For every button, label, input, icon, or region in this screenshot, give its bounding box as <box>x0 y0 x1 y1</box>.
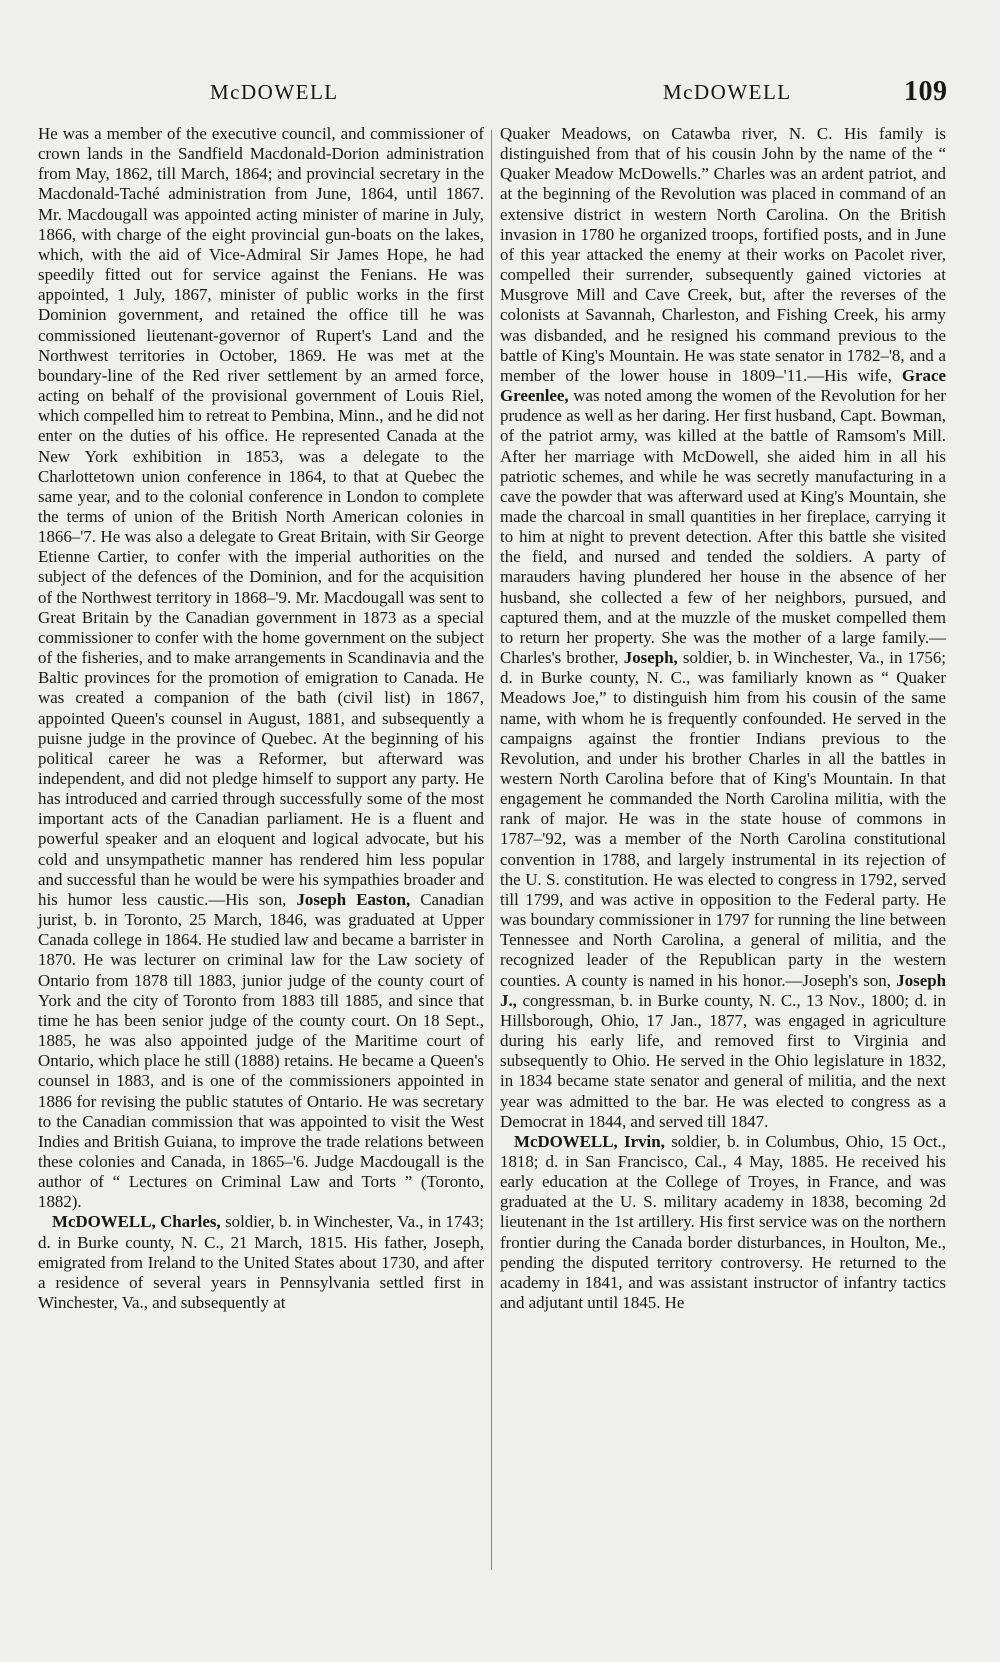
mcdowell-charles-continued <box>500 124 946 1132</box>
entry-headword-irvin: McDOWELL, Irvin, <box>514 1131 665 1151</box>
mcdowell-charles-entry <box>38 1212 484 1313</box>
mcdowell-irvin-entry <box>500 1132 946 1313</box>
body-text: Quaker Meadows, on Catawba river, N. C. His family is distinguished from that of his cousin John by the name of the “ Quaker Meadow McDowells.” Charles was an ardent patriot, and at the beginning of the Revolution was placed in command of an extensive district in western North Carolina. On the British invasion in 1780 he organized troops, fortified posts, and in June of this year attacked the enemy at their works on Pacolet river, compelled their surrender, subsequently gained victories at Musgrove Mill and Cave Creek, but, after the reverses of the colonists at Savannah, Charleston, and Fishing Creek, his army was disbanded, and he resigned his command previous to the battle of King's Mountain. He was state senator in 1782–'8, and a member of the lower house in 1809–'11.—His wife, <box>500 124 946 385</box>
body-text: was noted among the women of the Revolution for her prudence as well as her daring. Her first husband, Capt. Bowman, of the patriot army, was killed at the battle of Ramsom's Mill. After her marriage with McDowell, she aided him in all his patriotic schemes, and while he was secretly manufacturing in a cave the powder that was afterward used at King's Mountain, she made the charcoal in small quantities in her fireplace, carrying it to him at night to prevent detection. After this battle she visited the field, and nursed and tended the soldiers. A party of marauders having plundered her house in the absence of her husband, she collected a few of her neighbors, pursued, and captured them, and at the muzzle of the musket compelled them to return her property. She was the mother of a large family.—Charles's brother, <box>500 386 946 668</box>
entry-name-grace-greenlee: Grace Greenlee, <box>500 365 946 406</box>
column-divider <box>491 130 492 1570</box>
body-text: soldier, b. in Winchester, Va., in 1756; d. in Burke county, N. C., was familiarly known as “ Quaker Meadows Joe,” to distinguish him from his cousin of the same name, with whom he is frequently confounded. He served in the campaigns against the frontier Indians previous to the Revolution, and under his brother Charles in all the battles in western North Carolina before that of King's Mountain. In that engagement he commanded the North Carolina militia, with the rank of major. He was in the state house of commons in 1787–'92, was a member of the North Carolina constitutional convention in 1788, and largely instrumental in its rejection of the U. S. constitution. He was elected to congress in 1792, served till 1799, and was active in opposition to the Federal party. He was boundary commissioner in 1797 for running the line between Tennessee and North Carolina, a general of militia, and the recognized leader of the Republican party in the western counties. A county is named in his honor.—Joseph's son, <box>500 648 946 990</box>
left-column <box>38 124 484 1313</box>
entry-name-joseph-j: Joseph J., <box>500 970 946 1010</box>
right-running-head: McDOWELL <box>663 80 792 104</box>
page-number: 109 <box>904 76 948 107</box>
left-running-head: McDOWELL <box>210 80 339 104</box>
body-text: soldier, b. in Columbus, Ohio, 15 Oct., 1818; d. in San Francisco, Cal., 4 May, 1885. He received his early education at the College of Troyes, in France, and was graduated at the U. S. military academy in 1838, becoming 2d lieutenant in the 1st artillery. His first service was on the northern frontier during the Canada border disturbances, in Houlton, Me., pending the disputed territory controversy. He returned to the academy in 1841, and was assistant instructor of infantry tactics and adjutant until 1845. He <box>500 1131 946 1313</box>
body-text: congressman, b. in Burke county, N. C., 13 Nov., 1800; d. in Hillsborough, Ohio, 17 Jan., 1877, was engaged in agriculture during his early life, and removed first to Virginia and subsequently to Ohio. He served in the Ohio legislature in 1832, in 1834 became state senator and general of militia, and the next year was admitted to the bar. He was elected to congress as a Democrat in 1844, and served till 1847. <box>500 990 946 1131</box>
entry-headword-charles: McDOWELL, Charles, <box>52 1212 221 1232</box>
entry-name-joseph-easton: Joseph Easton, <box>296 889 411 909</box>
body-text: He was a member of the executive council, and commissioner of crown lands in the Sandfield Macdonald-Dorion administration from May, 1862, till March, 1864; and provincial secretary in the Macdonald-Taché administration from June, 1864, until 1867. Mr. Macdougall was appointed acting minister of marine in July, 1866, with charge of the eight provincial gun-boats on the lakes, which, with the aid of Vice-Admiral Sir James Hope, he had speedily fitted out for service against the Fenians. He was appointed, 1 July, 1867, minister of public works in the first Dominion government, and retained the office till he was commissioned lieutenant-governor of Rupert's Land and the Northwest territories in October, 1869. He was met at the boundary-line of the Red river settlement by an armed force, acting on behalf of the provisional government of Louis Riel, which compelled him to retreat to Pembina, Minn., and he did not enter on the duties of his office. He represented Canada at the New York exhibition in 1853, was a delegate to the Charlottetown union conference in 1864, to that at Quebec the same year, and to the colonial conference in London to complete the terms of union of the British North American colonies in 1866–'7. He was also a delegate to Great Britain, with Sir George Etienne Cartier, to confer with the imperial authorities on the subject of the defences of the Dominion, and for the acquisition of the Northwest territory in 1868–'9. Mr. Macdougall was sent to Great Britain by the Canadian government in 1873 as a special commissioner to confer with the home government on the subject of the fisheries, and to make arrangements in Scandinavia and the Baltic provinces for the promotion of emigration to Canada. He was created a companion of the bath (civil list) in 1867, appointed Queen's counsel in August, 1881, and subsequently a puisne judge in the province of Quebec. At the beginning of his political career he was a Reformer, but afterward was independent, and did not pledge himself to support any party. He has introduced and carried through successfully some of the most important acts of the Canadian parliament. He is a fluent and powerful speaker and an eloquent and logical advocate, but his cold and unsympathetic manner has rendered him less popular and successful than he would be were his sympathies broader and his humor less caustic.—His son, <box>38 124 484 909</box>
body-text: soldier, b. in Winchester, Va., in 1743; d. in Burke county, N. C., 21 March, 1815. His father, Joseph, emigrated from Ireland to the United States about 1730, and after a residence of several years in Pennsylvania settled first in Winchester, Va., and subsequently at <box>38 1212 484 1313</box>
right-column <box>500 124 946 1313</box>
body-text: Canadian jurist, b. in Toronto, 25 March, 1846, was graduated at Upper Canada college in 1864. He studied law and became a barrister in 1870. He was lecturer on criminal law for the Law society of Ontario from 1878 till 1883, junior judge of the county court of York and the city of Toronto from 1883 till 1885, and since that time he has been senior judge of the county court. On 18 Sept., 1885, he was also appointed judge of the Maritime court of Ontario, which place he still (1888) retains. He became a Queen's counsel in 1883, and is one of the commissioners appointed in 1886 for revising the public statutes of Ontario. He was secretary to the Canadian commission that was appointed to visit the West Indies and British Guiana, to improve the trade relations between these colonies and Canada, in 1865–'6. Judge Macdougall is the author of “ Lectures on Criminal Law and Torts ” (Toronto, 1882). <box>38 889 484 1212</box>
macdougall-continued-paragraph <box>38 124 484 1212</box>
entry-name-joseph: Joseph, <box>623 648 678 668</box>
page-header <box>40 72 948 112</box>
